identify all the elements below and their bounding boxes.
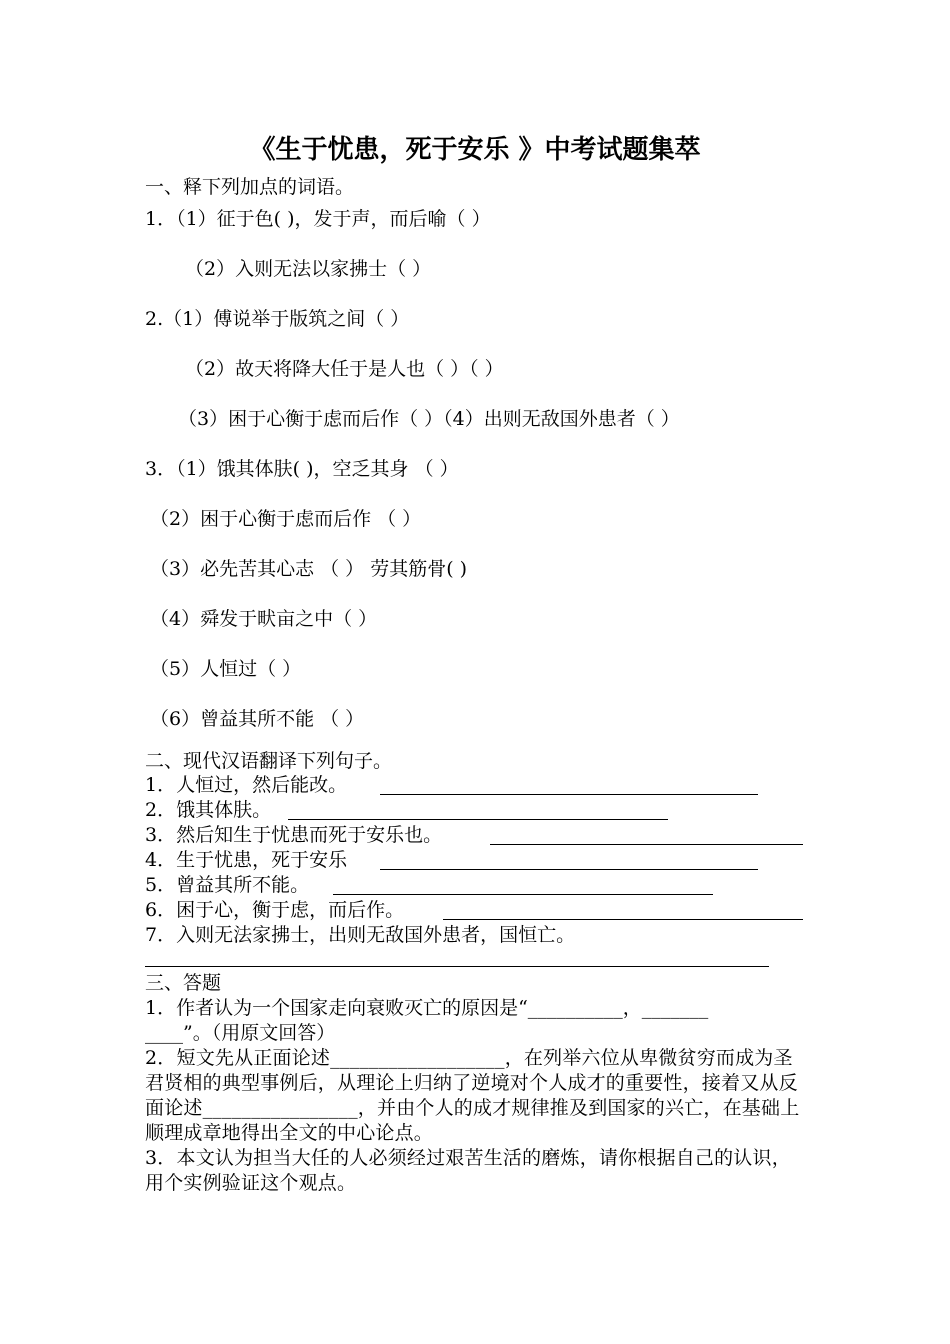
question-item: 3．（1）饿其体肤( )，空乏其身 （ ） <box>145 458 459 480</box>
question-item: （2）入则无法以家拂士（ ） <box>185 258 432 280</box>
translation-item: 1．人恒过，然后能改。 <box>145 774 348 796</box>
answer-blank[interactable] <box>490 844 803 845</box>
question-item: （3）必先苦其心志 （ ） 劳其筋骨( ) <box>150 558 468 580</box>
question-item: （5）人恒过（ ） <box>150 658 302 680</box>
answer-blank[interactable] <box>380 794 758 795</box>
question-item: （2）故天将降大任于是人也（ ）（ ） <box>185 358 504 380</box>
question-item: 1．（1）征于色( )，发于声，而后喻（ ） <box>145 208 491 230</box>
translation-item: 5．曾益其所不能。 <box>145 874 310 896</box>
section-heading-2: 二、现代汉语翻译下列句子。 <box>145 750 393 772</box>
answer-question-1-cont: ____”。（用原文回答） <box>145 1022 336 1044</box>
answer-blank[interactable] <box>380 869 758 870</box>
question-item: （2）困于心衡于虑而后作 （ ） <box>150 508 422 530</box>
section-heading-1: 一、释下列加点的词语。 <box>145 176 355 198</box>
page-title: 《生于忧患，死于安乐 》中考试题集萃 <box>249 135 701 165</box>
question-item: （6）曾益其所不能 （ ） <box>150 708 365 730</box>
answer-question-3: 3．本文认为担当大任的人必须经过艰苦生活的磨炼，请你根据自己的认识，用个实例验证这个观点。 <box>145 1147 791 1194</box>
translation-item: 4．生于忧患，死于安乐 <box>145 849 348 871</box>
translation-item: 6．困于心，衡于虑，而后作。 <box>145 899 405 921</box>
answer-question-1: 1．作者认为一个国家走向衰败灭亡的原因是“__________，_______ <box>145 997 709 1019</box>
answer-blank[interactable] <box>288 819 668 820</box>
question-item: （4）舜发于畎亩之中（ ） <box>150 608 378 630</box>
answer-blank[interactable] <box>145 966 769 967</box>
answer-blank[interactable] <box>443 919 803 920</box>
translation-item: 7．入则无法家拂士，出则无敌国外患者，国恒亡。 <box>145 924 576 946</box>
answer-blank[interactable] <box>333 894 713 895</box>
answer-question-2: 2．短文先从正面论述__________________，在列举六位从卑微贫穷而成为圣君贤相的典型事例后，从理论上归纳了逆境对个人成才的重要性，接着又从反面论述________________，并由个人的成才规律推及到国家的兴亡，在基础上顺理成章地得出全文的中心论点。 <box>145 1047 800 1144</box>
section-heading-3: 三、答题 <box>145 972 222 994</box>
question-item: 2.（1）傅说举于版筑之间（ ） <box>145 308 410 330</box>
question-item: （3）困于心衡于虑而后作（ ）（4）出则无敌国外患者（ ） <box>178 408 680 430</box>
translation-item: 3．然后知生于忧患而死于安乐也。 <box>145 824 443 846</box>
translation-item: 2．饿其体肤。 <box>145 799 272 821</box>
